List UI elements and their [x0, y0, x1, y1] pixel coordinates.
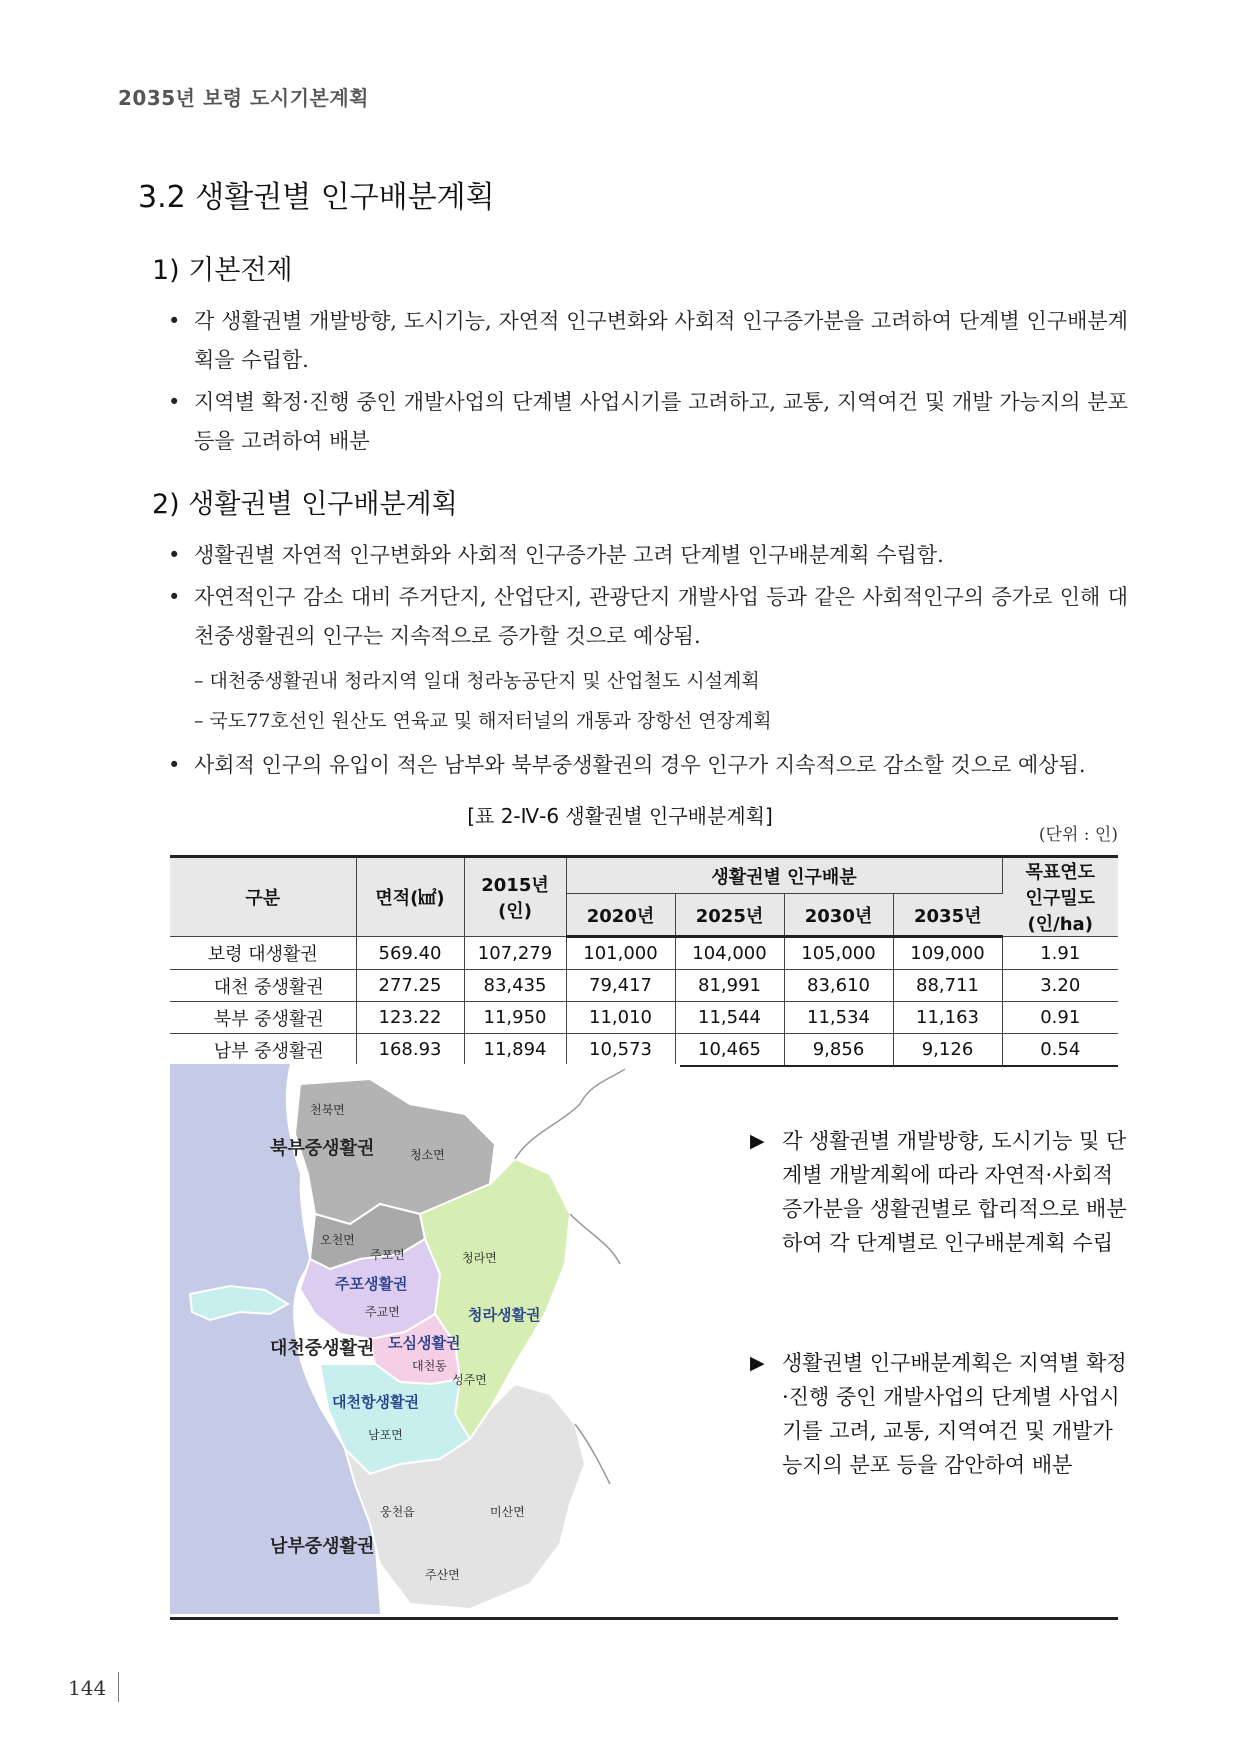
triangle-bullet-icon: ▶: [750, 1352, 765, 1374]
label-jugyo: 주교면: [365, 1305, 400, 1319]
bottom-rule: [170, 1617, 1118, 1620]
living-zone-map: [170, 1064, 680, 1582]
bullet-1-1: • 각 생활권별 개발방향, 도시기능, 자연적 인구변화와 사회적 인구증가분을 고려하여 단계별 인구배분계획을 수립함.: [168, 302, 1128, 380]
label-ungcheon: 웅천읍: [380, 1505, 415, 1519]
table-row: 남부 중생활권 168.93 11,894 10,573 10,465 9,856 9,126 0.54: [170, 1034, 1118, 1067]
table-row: 보령 대생활권 569.40 107,279 101,000 104,000 105,000 109,000 1.91: [170, 937, 1118, 970]
map-svg: [170, 1064, 680, 1614]
th-2015: 2015년 (인): [464, 857, 566, 937]
bullet-dot: •: [168, 753, 181, 777]
triangle-bullet-icon: ▶: [750, 1130, 765, 1152]
th-area: 면적(㎢): [356, 857, 464, 937]
bullet-1-2: • 지역별 확정·진행 중인 개발사업의 단계별 사업시기를 고려하고, 교통, 지역여건 및 개발 가능지의 분포 등을 고려하여 배분: [168, 383, 1128, 461]
bullet-2-3: • 사회적 인구의 유입이 적은 남부와 북부중생활권의 경우 인구가 지속적으로 감소할 것으로 예상됨.: [168, 746, 1128, 785]
label-ocheon: 오천면: [320, 1233, 355, 1247]
label-bukbu: 북부중생활권: [270, 1138, 375, 1159]
table-caption: [표 2-Ⅳ-6 생활권별 인구배분계획]: [467, 804, 773, 828]
map-note-1: ▶ 각 생활권별 개발방향, 도시기능 및 단계별 개발계획에 따라 자연적·사회적 증가분을 생활권별로 합리적으로 배분하여 각 단계별로 인구배분계획 수립: [750, 1124, 1130, 1260]
subsection-2-title: 2) 생활권별 인구배분계획: [152, 489, 458, 520]
label-nampo: 남포면: [368, 1428, 403, 1442]
label-cheongra-life: 청라생활권: [468, 1306, 541, 1324]
label-misan: 미산면: [490, 1505, 525, 1519]
bullet-2-2: • 자연적인구 감소 대비 주거단지, 산업단지, 관광단지 개발사업 등과 같은 사회적인구의 증가로 인해 대천중생활권의 인구는 지속적으로 증가할 것으로 예상됨.: [168, 578, 1128, 656]
th-gubun: 구분: [170, 857, 356, 937]
page-number: 144: [68, 1676, 107, 1700]
page-number-divider: [118, 1672, 119, 1702]
label-cheonbuk: 천북면: [310, 1103, 345, 1117]
th-2020: 2020년: [566, 894, 675, 937]
bullet-dot: •: [168, 585, 181, 609]
label-jupo: 주포면: [370, 1248, 405, 1262]
dash-item-1: – 대천중생활권내 청라지역 일대 청라농공단지 및 산업철도 시설계획: [194, 670, 760, 692]
label-daecheonhang: 대천항생활권: [332, 1393, 419, 1411]
bullet-dot: •: [168, 309, 181, 333]
running-header: 2035년 보령 도시기본계획: [118, 86, 369, 110]
th-alloc: 생활권별 인구배분: [566, 857, 1002, 894]
label-jusan: 주산면: [425, 1568, 460, 1582]
population-table: [170, 855, 1118, 1067]
bullet-dot: •: [168, 390, 181, 414]
map-note-2: ▶ 생활권별 인구배분계획은 지역별 확정·진행 중인 개발사업의 단계별 사업시기를 고려, 교통, 지역여건 및 개발가능지의 분포 등을 감안하여 배분: [750, 1346, 1130, 1482]
label-daecheondong: 대천동: [412, 1359, 447, 1373]
label-seongju: 성주면: [452, 1373, 487, 1387]
label-cheongra: 청라면: [462, 1251, 497, 1265]
label-cheongso: 청소면: [410, 1148, 445, 1162]
table-row: 대천 중생활권 277.25 83,435 79,417 81,991 83,610 88,711 3.20: [170, 970, 1118, 1002]
th-2035: 2035년: [893, 894, 1002, 937]
th-2025: 2025년: [675, 894, 784, 937]
table-row: 북부 중생활권 123.22 11,950 11,010 11,544 11,534 11,163 0.91: [170, 1002, 1118, 1034]
label-nambu: 남부중생활권: [270, 1536, 375, 1557]
table-unit: (단위 : 인): [1038, 825, 1118, 845]
dash-item-2: – 국도77호선인 원산도 연육교 및 해저터널의 개통과 장항선 연장계획: [194, 710, 772, 732]
section-title: 3.2 생활권별 인구배분계획: [138, 180, 495, 215]
label-jupo-life: 주포생활권: [335, 1275, 408, 1293]
th-2030: 2030년: [784, 894, 893, 937]
label-daecheon-mid: 대천중생활권: [270, 1338, 375, 1359]
bullet-2-1: • 생활권별 자연적 인구변화와 사회적 인구증가분 고려 단계별 인구배분계획 수립함.: [168, 536, 1128, 575]
label-dosim: 도심생활권: [388, 1334, 461, 1352]
bullet-dot: •: [168, 543, 181, 567]
subsection-1-title: 1) 기본전제: [152, 255, 293, 286]
th-density: 목표연도 인구밀도 (인/ha): [1002, 857, 1118, 937]
